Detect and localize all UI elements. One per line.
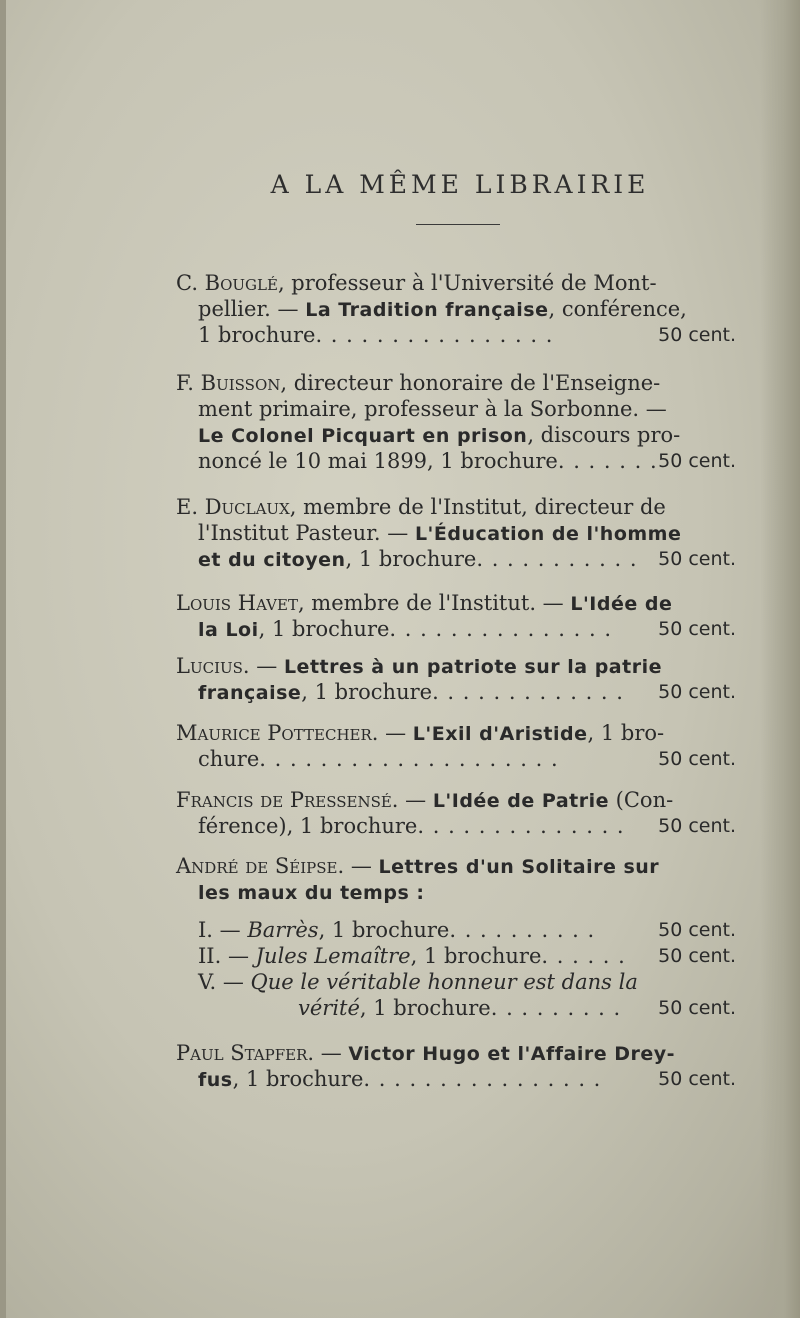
work-title: Lettres à un patriote sur la patrie <box>283 656 662 678</box>
entry-text: 1 brochure <box>198 323 316 347</box>
sub-item-title: vérité <box>298 996 360 1020</box>
catalog-entry-stapfer <box>176 1040 736 1092</box>
author-name: Francis de Pressensé <box>176 788 392 812</box>
catalog-entry-lucius <box>176 653 736 705</box>
entry-text: l'Institut Pasteur. — <box>198 521 415 545</box>
author-name: Duclaux <box>204 495 290 519</box>
work-title: L'Exil d'Aristide <box>412 723 588 745</box>
work-title: Lettres d'un Solitaire sur <box>378 856 660 878</box>
page-heading: A LA MÊME LIBRAIRIE <box>270 170 650 199</box>
entry-text: , 1 brochure <box>410 944 542 968</box>
entry-text: . — <box>242 654 284 678</box>
leader-dots: . . . . . . . . . . . . . . . <box>389 617 613 641</box>
catalog-entry-bougle <box>176 270 736 348</box>
price: 50 cent. <box>658 997 736 1019</box>
entry-text: , 1 brochure <box>232 1067 364 1091</box>
sub-item-title: Que le véritable honneur est dans la <box>250 970 638 994</box>
price: 50 cent. <box>658 748 736 770</box>
price: 50 cent. <box>658 450 736 472</box>
author-name: Paul Stapfer <box>176 1041 308 1065</box>
author-name: Buisson <box>200 371 281 395</box>
catalog-entry-pottecher <box>176 720 736 772</box>
leader-dots: . . . . . . . . . . <box>449 918 596 942</box>
work-title: L'Éducation de l'homme <box>414 523 682 545</box>
work-title: Victor Hugo et l'Affaire Drey- <box>348 1043 676 1065</box>
author-name: Bouglé <box>204 271 278 295</box>
entry-text: férence), 1 brochure <box>198 814 418 838</box>
catalog-entry-havet <box>176 590 736 642</box>
work-title: les maux du temps : <box>198 882 425 904</box>
entry-text: , 1 brochure <box>258 617 390 641</box>
work-title: La Tradition française <box>305 299 549 321</box>
work-title: Le Colonel Picquart en prison <box>198 425 528 447</box>
entry-text: , 1 brochure <box>359 996 491 1020</box>
author-name: Louis Havet <box>176 591 298 615</box>
entry-text: E. <box>176 495 205 519</box>
sub-item-number: I. — <box>198 918 248 942</box>
work-title: L'Idée de <box>570 593 673 615</box>
entry-text: , 1 bro- <box>587 721 665 745</box>
entry-text: . — <box>337 854 379 878</box>
work-title: fus <box>198 1069 233 1091</box>
leader-dots: . . . . . . . . . . . . . <box>432 680 624 704</box>
price: 50 cent. <box>658 618 736 640</box>
entry-text: . — <box>391 788 433 812</box>
leader-dots: . . . . . . . <box>557 449 658 473</box>
leader-dots: . . . . . . . . . . . <box>476 547 638 571</box>
entry-text: , 1 brochure <box>318 918 450 942</box>
sub-item <box>176 943 736 969</box>
price: 50 cent. <box>658 945 736 967</box>
leader-dots: . . . . . . . . . . . . . . . . <box>315 323 554 347</box>
entry-text: (Con- <box>609 788 674 812</box>
work-title: française <box>198 682 302 704</box>
sub-item-number: II. — <box>198 944 256 968</box>
sub-item <box>176 969 736 995</box>
work-title: L'Idée de Patrie <box>432 790 609 812</box>
entry-text: , membre de l'Institut. — <box>297 591 571 615</box>
heading-rule <box>416 224 500 225</box>
author-name: Maurice Pottecher <box>176 721 372 745</box>
price: 50 cent. <box>658 681 736 703</box>
entry-text: F. <box>176 371 201 395</box>
sub-item-continuation <box>176 995 736 1021</box>
leader-dots: . . . . . . . . . . . . . . . . . . . . <box>259 747 559 771</box>
entry-text: chure <box>198 747 260 771</box>
price: 50 cent. <box>658 1068 736 1090</box>
entry-text: pellier. — <box>198 297 306 321</box>
work-title: la Loi <box>198 619 259 641</box>
leader-dots: . . . . . . . . . <box>490 996 622 1020</box>
entry-text: , directeur honoraire de l'Enseigne- <box>280 371 661 395</box>
sub-item-title: Barrès <box>247 918 319 942</box>
leader-dots: . . . . . . . . . . . . . . . . <box>363 1067 602 1091</box>
leader-dots: . . . . . . <box>541 944 626 968</box>
price: 50 cent. <box>658 815 736 837</box>
catalog-entry-buisson <box>176 370 736 474</box>
work-title: et du citoyen <box>198 549 346 571</box>
price: 50 cent. <box>658 548 736 570</box>
entry-text: , professeur à l'Université de Mont- <box>277 271 657 295</box>
author-name: Lucius <box>176 654 243 678</box>
catalog-entry-pressense <box>176 787 736 839</box>
entry-text: , 1 brochure <box>345 547 477 571</box>
catalog-entry-seipse <box>176 853 736 1021</box>
entry-text: , discours pro- <box>527 423 681 447</box>
entry-text: ment primaire, professeur à la Sorbonne. — <box>198 397 667 421</box>
entry-text: C. <box>176 271 205 295</box>
price: 50 cent. <box>658 919 736 941</box>
entry-text: noncé le 10 mai 1899, 1 brochure <box>198 449 558 473</box>
author-name: André de Séipse <box>176 854 338 878</box>
entry-text: , 1 brochure <box>301 680 433 704</box>
entry-text: , conférence, <box>548 297 687 321</box>
price: 50 cent. <box>658 324 736 346</box>
entry-text: . — <box>307 1041 349 1065</box>
sub-item-number: V. — <box>198 970 251 994</box>
sub-item <box>176 917 736 943</box>
sub-item-title: Jules Lemaître <box>255 944 411 968</box>
entry-text: . — <box>371 721 413 745</box>
catalog-entry-duclaux <box>176 494 736 572</box>
leader-dots: . . . . . . . . . . . . . . <box>417 814 625 838</box>
entry-text: , membre de l'Institut, directeur de <box>289 495 666 519</box>
